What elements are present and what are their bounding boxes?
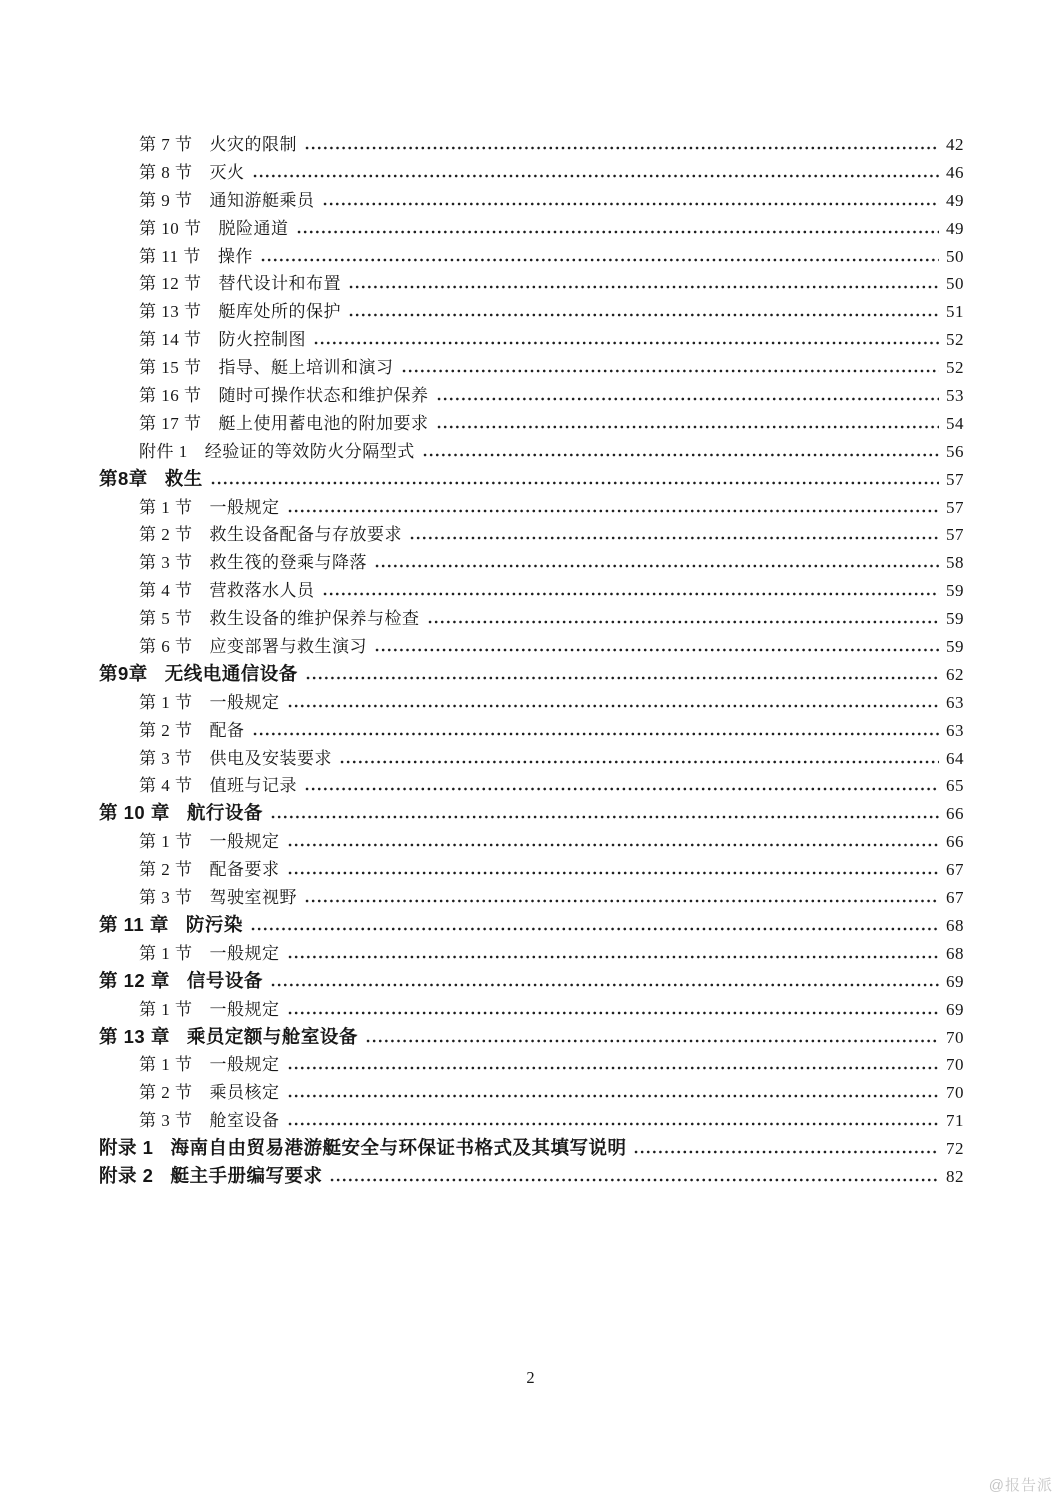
toc-entry-title: 配备: [209, 720, 245, 740]
toc-entry: [99, 771, 964, 799]
dot-leader: [436, 425, 940, 429]
toc-entry-label: 第 3 节: [139, 748, 193, 768]
toc-entry-page: 46: [946, 162, 964, 182]
toc-entry-page: 52: [946, 330, 964, 350]
dot-leader: [287, 704, 940, 708]
toc-entry-title: 值班与记录: [209, 776, 297, 796]
toc-entry-title: 防火控制图: [218, 330, 306, 350]
toc-entry-label: 第 3 节: [139, 1111, 193, 1131]
dot-leader: [287, 871, 940, 875]
dot-leader: [427, 620, 940, 624]
toc-entry-page: 70: [946, 1027, 964, 1047]
toc-entry-page: 51: [946, 302, 964, 322]
toc-entry-label: 第 12 节: [139, 274, 202, 294]
toc-entry-label: 第 10 章: [99, 802, 170, 824]
toc-entry-title: 操作: [217, 246, 253, 266]
toc-entry: [99, 242, 964, 270]
toc-entry: [99, 632, 964, 660]
toc-entry: [99, 744, 964, 772]
toc-entry: [99, 827, 964, 855]
toc-entry: [99, 186, 964, 214]
toc-entry: [99, 437, 964, 465]
toc-entry: [99, 1134, 964, 1162]
toc-entry-label: 第 2 节: [139, 860, 193, 880]
toc-entry-page: 63: [946, 720, 964, 740]
toc-entry-page: 66: [946, 804, 964, 824]
toc-entry-label: 第 14 节: [139, 330, 202, 350]
dot-leader: [374, 648, 939, 652]
dot-leader: [287, 1011, 940, 1015]
toc-entry-label: 第 2 节: [139, 1083, 193, 1103]
dot-leader: [252, 174, 940, 178]
toc-entry-page: 62: [946, 664, 964, 684]
toc-entry-page: 67: [946, 888, 964, 908]
toc-entry-title: 供电及安装要求: [209, 748, 332, 768]
toc-entry-page: 57: [946, 469, 964, 489]
toc-entry: [99, 1106, 964, 1134]
toc-entry-page: 68: [946, 915, 964, 935]
toc-entry-page: 67: [946, 860, 964, 880]
dot-leader: [409, 536, 939, 540]
toc-entry: [99, 1023, 964, 1051]
toc-entry: [99, 1050, 964, 1078]
toc-entry-label: 第 1 节: [139, 999, 193, 1019]
toc-entry-title: 艇主手册编写要求: [170, 1164, 323, 1186]
toc-entry: [99, 130, 964, 158]
toc-entry-title: 脱险通道: [218, 218, 289, 238]
toc-entry-label: 附录 2: [99, 1164, 154, 1186]
toc-entry: [99, 660, 964, 688]
toc-entry-label: 第 1 节: [139, 497, 193, 517]
dot-leader: [401, 369, 940, 373]
toc-entry-label: 第 4 节: [139, 776, 193, 796]
toc-entry-label: 第 6 节: [139, 637, 193, 657]
toc-entry-page: 66: [946, 832, 964, 852]
toc-entry-title: 一般规定: [209, 692, 280, 712]
dot-leader: [348, 313, 939, 317]
toc-entry-title: 配备要求: [209, 860, 280, 880]
toc-entry: [99, 716, 964, 744]
toc-entry-title: 乘员定额与舱室设备: [186, 1025, 358, 1047]
dot-leader: [287, 509, 940, 513]
toc-entry-label: 第 11 节: [139, 246, 201, 266]
toc-entry-title: 灭火: [209, 162, 245, 182]
dot-leader: [250, 927, 939, 931]
toc-entry-page: 42: [946, 135, 964, 154]
dot-leader: [304, 787, 939, 791]
toc-entry-label: 第8章: [99, 467, 148, 489]
dot-leader: [365, 1039, 939, 1043]
toc-entry-title: 艇库处所的保护: [218, 302, 341, 322]
dot-leader: [329, 1178, 939, 1182]
toc-entry-label: 第 16 节: [139, 386, 202, 406]
toc-entry-title: 营救落水人员: [209, 581, 315, 601]
dot-leader: [287, 955, 940, 959]
toc-entry-title: 替代设计和布置: [218, 274, 341, 294]
toc-entry-title: 应变部署与救生演习: [209, 637, 367, 657]
toc-entry: [99, 158, 964, 186]
toc-entry-title: 救生筏的登乘与降落: [209, 553, 367, 573]
toc-entry-title: 火灾的限制: [209, 135, 297, 154]
toc-entry-label: 第 9 节: [139, 190, 193, 210]
toc-entry: [99, 520, 964, 548]
toc-entry: [99, 967, 964, 995]
toc-entry: [99, 799, 964, 827]
toc-entry-page: 69: [946, 999, 964, 1019]
toc-entry-title: 一般规定: [209, 497, 280, 517]
toc-entry-title: 乘员核定: [209, 1083, 280, 1103]
toc-entry-label: 第 15 节: [139, 358, 202, 378]
toc-entry: [99, 1162, 964, 1190]
toc-entry-page: 54: [946, 413, 964, 433]
toc-entry-title: 驾驶室视野: [209, 888, 297, 908]
toc-entry-page: 49: [946, 218, 964, 238]
toc-entry-page: 57: [946, 525, 964, 545]
toc-entry-page: 65: [946, 776, 964, 796]
toc-entry-label: 第 1 节: [139, 832, 193, 852]
toc-entry: [99, 465, 964, 493]
toc-entry-title: 无线电通信设备: [164, 662, 298, 684]
toc-entry-title: 一般规定: [209, 943, 280, 963]
toc-entry: [99, 911, 964, 939]
dot-leader: [210, 481, 939, 485]
toc-entry-label: 第 13 节: [139, 302, 202, 322]
toc-entry-page: 52: [946, 358, 964, 378]
dot-leader: [287, 843, 940, 847]
toc-entry-label: 第 1 节: [139, 1055, 193, 1075]
toc-entry-page: 71: [946, 1111, 964, 1131]
dot-leader: [374, 564, 939, 568]
toc-entry-label: 第 10 节: [139, 218, 202, 238]
dot-leader: [252, 732, 940, 736]
toc-entry-page: 72: [946, 1139, 964, 1159]
dot-leader: [260, 258, 939, 262]
toc-entry: [99, 297, 964, 325]
toc-entry-page: 68: [946, 943, 964, 963]
toc-entry: [99, 214, 964, 242]
dot-leader: [270, 983, 939, 987]
toc-entry-page: 49: [946, 190, 964, 210]
toc-entry: [99, 353, 964, 381]
toc-entry-label: 第9章: [99, 662, 148, 684]
toc-entry-label: 第 1 节: [139, 943, 193, 963]
toc-entry: [99, 548, 964, 576]
toc-entry-title: 舱室设备: [209, 1111, 280, 1131]
toc-entry: [99, 409, 964, 437]
toc-list: [99, 130, 964, 1190]
toc-entry-title: 随时可操作状态和维护保养: [218, 386, 429, 406]
toc-entry-page: 59: [946, 609, 964, 629]
toc-entry: [99, 325, 964, 353]
dot-leader: [422, 453, 939, 457]
toc-entry-label: 第 2 节: [139, 525, 193, 545]
toc-entry-label: 第 12 章: [99, 969, 170, 991]
toc-entry-label: 第 2 节: [139, 720, 193, 740]
watermark: @报告派: [988, 1477, 1053, 1494]
dot-leader: [287, 1122, 940, 1126]
toc-entry-page: 50: [946, 246, 964, 266]
toc-entry-title: 指导、艇上培训和演习: [218, 358, 394, 378]
toc-entry-label: 第 3 节: [139, 553, 193, 573]
toc-entry: [99, 883, 964, 911]
toc-entry-page: 59: [946, 581, 964, 601]
toc-entry-label: 第 1 节: [139, 692, 193, 712]
toc-entry-title: 经验证的等效防火分隔型式: [204, 441, 415, 461]
toc-entry-label: 附录 1: [99, 1137, 154, 1159]
toc-entry-title: 信号设备: [186, 969, 263, 991]
toc-entry-page: 63: [946, 692, 964, 712]
toc-entry-title: 一般规定: [209, 999, 280, 1019]
toc-entry: [99, 855, 964, 883]
dot-leader: [339, 760, 939, 764]
toc-entry-page: 50: [946, 274, 964, 294]
toc-entry-label: 第 11 章: [99, 913, 169, 935]
toc-entry: [99, 493, 964, 521]
dot-leader: [287, 1066, 940, 1070]
dot-leader: [304, 899, 939, 903]
toc-entry-title: 救生设备的维护保养与检查: [209, 609, 420, 629]
dot-leader: [305, 676, 939, 680]
toc-entry-title: 一般规定: [209, 832, 280, 852]
toc-entry-page: 64: [946, 748, 964, 768]
dot-leader: [322, 592, 940, 596]
dot-leader: [633, 1150, 939, 1154]
toc-entry: [99, 939, 964, 967]
toc-entry-label: 第 5 节: [139, 609, 193, 629]
toc-entry-title: 防污染: [185, 913, 243, 935]
toc-entry: [99, 576, 964, 604]
dot-leader: [304, 146, 939, 150]
dot-leader: [436, 397, 940, 401]
toc-entry-label: 第 4 节: [139, 581, 193, 601]
toc-entry: [99, 604, 964, 632]
toc-entry-label: 附件 1: [139, 441, 188, 461]
toc-entry-title: 航行设备: [186, 802, 263, 824]
dot-leader: [348, 285, 939, 289]
toc-entry-page: 58: [946, 553, 964, 573]
toc-entry-title: 救生: [164, 467, 203, 489]
footer-page-number: 2: [526, 1368, 535, 1387]
dot-leader: [322, 202, 940, 206]
toc-entry-label: 第 3 节: [139, 888, 193, 908]
toc-entry-page: 70: [946, 1083, 964, 1103]
toc-entry: [99, 995, 964, 1023]
toc-entry-page: 70: [946, 1055, 964, 1075]
dot-leader: [270, 815, 939, 819]
toc-entry: [99, 381, 964, 409]
dot-leader: [287, 1094, 940, 1098]
toc-entry-label: 第 13 章: [99, 1025, 170, 1047]
toc-entry-page: 53: [946, 386, 964, 406]
toc-entry-page: 59: [946, 637, 964, 657]
dot-leader: [296, 230, 940, 234]
dot-leader: [313, 341, 939, 345]
toc-entry-title: 艇上使用蓄电池的附加要求: [218, 413, 429, 433]
toc-entry-title: 海南自由贸易港游艇安全与环保证书格式及其填写说明: [170, 1137, 627, 1159]
toc-entry-title: 救生设备配备与存放要求: [209, 525, 402, 545]
toc-entry-label: 第 8 节: [139, 162, 193, 182]
toc-entry-page: 69: [946, 971, 964, 991]
toc-entry-page: 56: [946, 441, 964, 461]
toc-entry-page: 82: [946, 1166, 964, 1186]
toc-entry: [99, 688, 964, 716]
toc-entry-page: 57: [946, 497, 964, 517]
toc-entry-title: 通知游艇乘员: [209, 190, 315, 210]
toc-entry-title: 一般规定: [209, 1055, 280, 1075]
toc-entry-label: 第 7 节: [139, 135, 193, 154]
toc-entry-label: 第 17 节: [139, 413, 202, 433]
toc-entry: [99, 1078, 964, 1106]
toc-entry: [99, 269, 964, 297]
